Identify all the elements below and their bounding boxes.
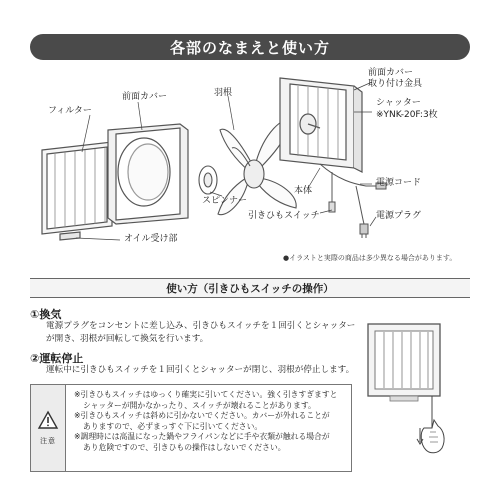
page-title: 各部のなまえと使い方 <box>169 38 330 57</box>
step-1-body <box>46 320 366 345</box>
caution-sidebar <box>31 385 66 471</box>
label-body: 本体 <box>294 186 313 196</box>
label-oil-tray: オイル受け部 <box>124 234 178 244</box>
step-1-line: 電源プラグをコンセントに差し込み、引きひもスイッチを１回引くとシャッター <box>46 321 356 331</box>
usage-section-title: 使い方（引きひもスイッチの操作） <box>30 278 470 298</box>
step-1-heading: ①換気 <box>30 308 62 321</box>
caution-box <box>30 384 352 472</box>
caution-line: ※調理時には高温になった鍋やフライパンなどに手や衣類が触れる場合が <box>74 432 330 442</box>
label-front-cover: 前面カバー <box>122 92 168 102</box>
fan-exploded-illustration <box>20 68 480 258</box>
parts-diagram <box>20 68 480 258</box>
label-front-cover-bracket-2: 取り付け金具 <box>368 79 423 89</box>
caution-list <box>66 385 351 471</box>
step-2-heading: ②運転停止 <box>30 352 84 365</box>
label-front-cover-bracket-1: 前面カバー <box>368 68 414 78</box>
caution-line: ありますので、必ずまっすぐ下に引いてください。 <box>83 421 263 431</box>
fan-front-with-hand-illustration <box>360 316 470 466</box>
step-2-body <box>46 364 366 377</box>
label-spinner: スピンナー <box>202 196 248 206</box>
caution-line: あり危険ですので、引きひもの操作はしないでください。 <box>83 442 286 452</box>
caution-line: ※引きひもスイッチはゆっくり確実に引いてください。強く引きすぎますと <box>74 390 338 399</box>
warning-icon <box>37 410 59 430</box>
label-power-cord: 電源コード <box>376 178 422 188</box>
label-shutter-1: シャッター <box>376 98 421 108</box>
label-power-plug: 電源プラグ <box>376 211 422 221</box>
cord-illustration <box>320 164 386 238</box>
pull-switch-illustration <box>360 316 470 466</box>
filter-illustration <box>42 142 112 240</box>
caution-line: ※引きひもスイッチは斜めに引かないでください。カバーが外れることが <box>74 411 330 421</box>
front-cover-illustration <box>108 124 188 224</box>
caution-line: シャッターが開かなかったり、スイッチが壊れることがあります。 <box>83 400 316 410</box>
spinner-illustration <box>199 166 217 194</box>
caution-label: 注意 <box>40 437 56 445</box>
label-blade: 羽根 <box>214 88 233 98</box>
label-filter: フィルター <box>48 106 92 116</box>
label-shutter-2: ※YNK-20F:3枚 <box>376 110 438 120</box>
step-2-line: 運転中に引きひもスイッチを１回引くとシャッターが閉じ、羽根が停止します。 <box>46 365 355 375</box>
step-1-line: が開き、羽根が回転して換気を行います。 <box>46 333 209 344</box>
label-pull-switch: 引きひもスイッチ <box>248 211 320 221</box>
page-title-bar <box>30 34 470 60</box>
body-illustration <box>280 78 362 172</box>
illustration-note: ●イラストと実際の商品は多少異なる場合があります。 <box>283 254 457 262</box>
